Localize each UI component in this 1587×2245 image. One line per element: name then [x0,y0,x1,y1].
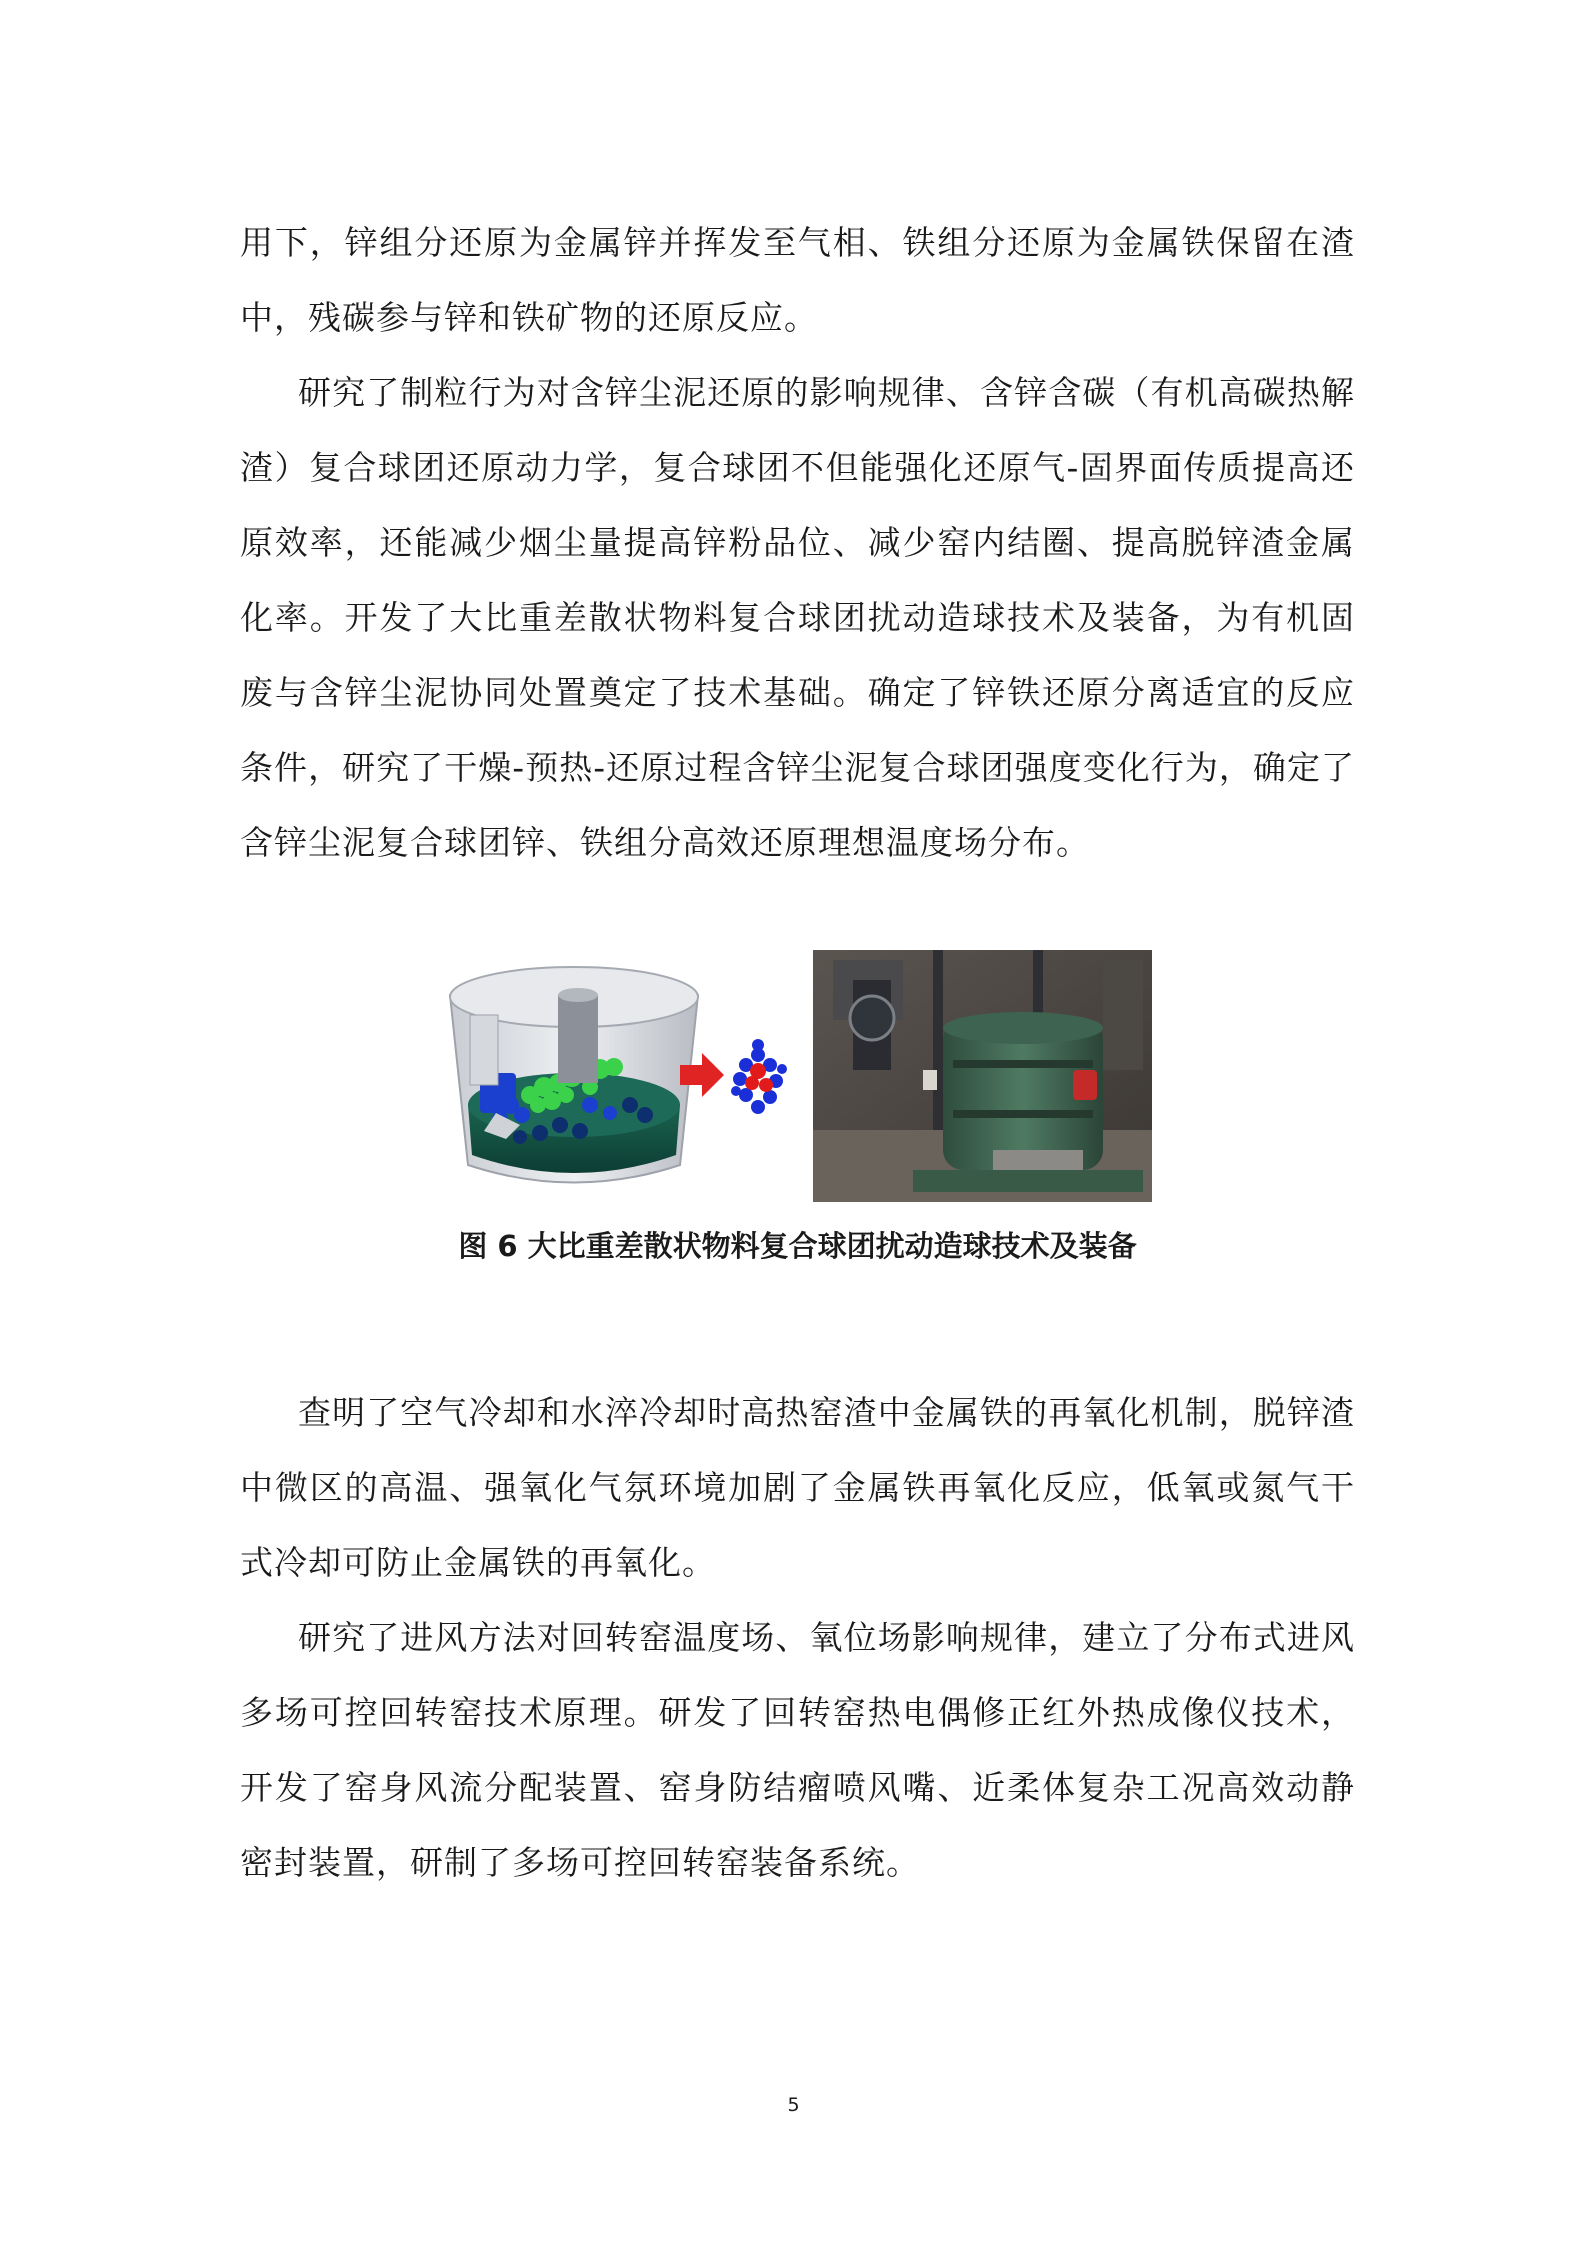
body-text-top [240,205,1355,880]
page-number: 5 [787,2094,800,2116]
pellet-arrow-image [680,1015,790,1135]
body-text-bottom [240,1375,1355,1900]
paragraph-2: 研究了制粒行为对含锌尘泥还原的影响规律、含锌含碳（有机高碳热解渣）复合球团还原动力学，复合球团不但能强化还原气-固界面传质提高还原效率，还能减少烟尘量提高锌粉品位、减少窑内结圈、提高脱锌渣金属化率。开发了大比重差散状物料复合球团扰动造球技术及装备，为有机固废与含锌尘泥协同处置奠定了技术基础。确定了锌铁还原分离适宜的反应条件，研究了干燥-预热-还原过程含锌尘泥复合球团强度变化行为，确定了含锌尘泥复合球团锌、铁组分高效还原理想温度场分布。 [240,373,1355,862]
paragraph-3: 查明了空气冷却和水淬冷却时高热窑渣中金属铁的再氧化机制，脱锌渣中微区的高温、强氧化气氛环境加剧了金属铁再氧化反应，低氧或氮气干式冷却可防止金属铁的再氧化。 [240,1393,1355,1582]
figure-6 [440,950,1152,1202]
granulator-simulation-image [440,955,708,1195]
paragraph-4: 研究了进风方法对回转窑温度场、氧位场影响规律，建立了分布式进风多场可控回转窑技术原理。研发了回转窑热电偶修正红外热成像仪技术，开发了窑身风流分配装置、窑身防结瘤喷风嘴、近柔体复杂工况高效动静密封装置，研制了多场可控回转窑装备系统。 [240,1618,1355,1882]
paragraph-1: 用下，锌组分还原为金属锌并挥发至气相、铁组分还原为金属铁保留在渣中，残碳参与锌和铁矿物的还原反应。 [240,223,1355,337]
figure-caption: 图 6 大比重差散状物料复合球团扰动造球技术及装备 [458,1229,1137,1263]
granulation-equipment-photo [813,950,1152,1202]
